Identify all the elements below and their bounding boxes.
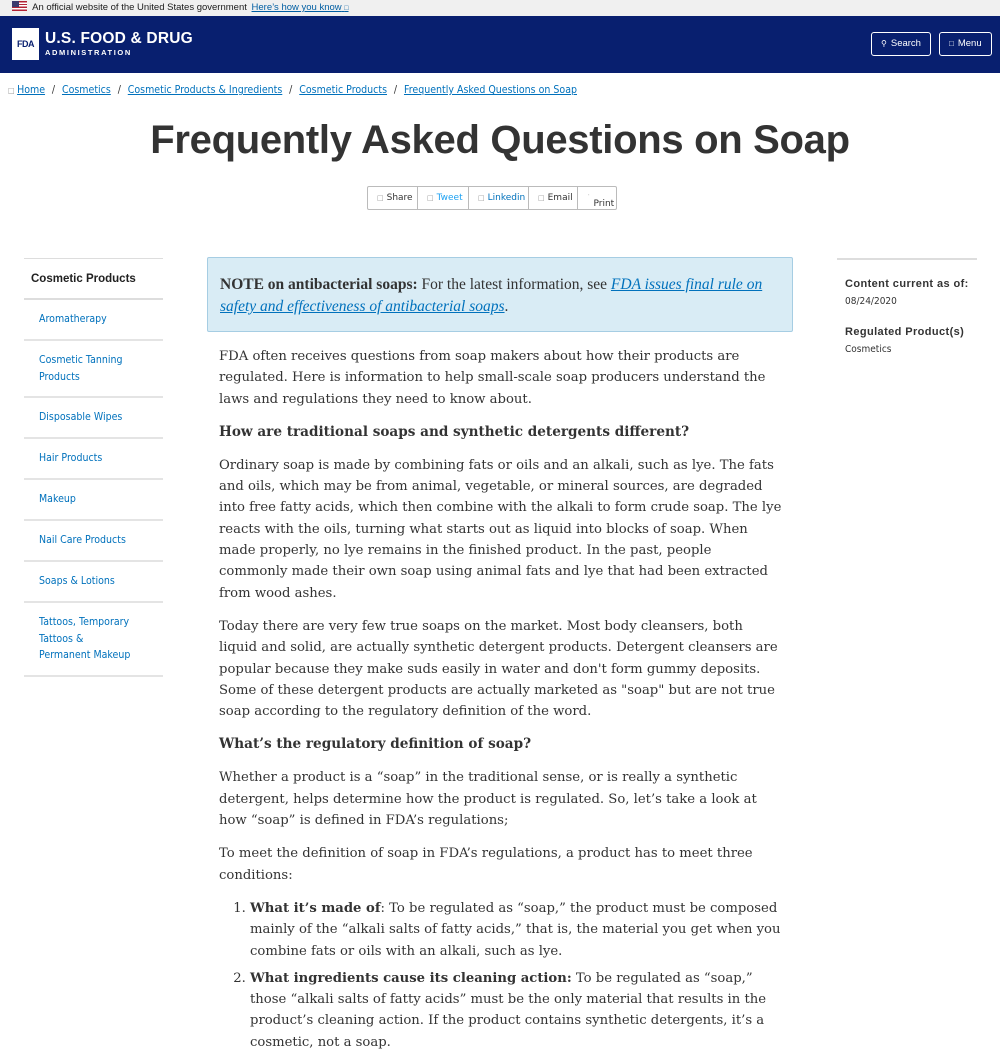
print-icon: ˙ [587,194,591,202]
content-current-label: Content current as of: [845,278,969,290]
email-button[interactable]: □ Email [529,187,578,209]
sidebar-heading[interactable]: Cosmetic Products [24,258,163,300]
regulated-products-value: Cosmetics [845,344,892,355]
intro-paragraph: FDA often receives questions from soap makers about how their products are regulated. Here is information to help small-scale soap producers understand the laws and regulations they need to know about. [219,349,766,407]
share-bar [367,186,617,210]
paragraph-ordinary-soap: Ordinary soap is made by combining fats or oils and an alkali, such as lye. The fats and oils, which may be from animal, vegetable, or mineral sources, are degraded into free fatty acids, which then combine with the alkali to form crude soap. The lye reacts with the oils, turning what starts out as liquid into blocks of soap. When made properly, no lye remains in the finished product. In the past, people commonly made their own soap using animal fats and lye that had been extracted from wood ashes. [219,457,782,601]
page-title: Frequently Asked Questions on Soap [150,118,850,162]
heres-how-you-know-link[interactable]: Here’s how you know □ [251,2,349,13]
us-flag-icon [12,1,27,11]
main-content [219,346,783,1059]
paragraph-today: Today there are very few true soaps on the market. Most body cleansers, both liquid and solid, are actually synthetic detergent products. Detergent cleansers are popular because they make suds easily in water and don't form gummy deposits. Some of these detergent products are actually marketed as "soap" but are not true soap according to the regulatory definition of the word. [219,618,778,720]
sidebar-item-makeup[interactable]: Makeup [24,480,163,521]
sidebar-item-aromatherapy[interactable]: Aromatherapy [24,300,163,341]
sidebar-item-soaps-lotions[interactable]: Soaps & Lotions [24,562,163,603]
print-button[interactable]: ˙Print [587,194,615,209]
sidebar-item-hair-products[interactable]: Hair Products [24,439,163,480]
sidebar-nav [24,258,163,677]
share-icon: □ [377,194,384,202]
linkedin-icon: □ [478,194,485,202]
agency-subtitle: ADMINISTRATION [45,48,132,57]
list-item: 2. What ingredients cause its cleaning action: To be regulated as “soap,” those “alkali salts of fatty acids” must be the only material that results in the product’s cleaning action. If the product contains synthetic detergents, it’s a cosmetic, not a soap. [250,968,783,1053]
search-button[interactable]: ⚲ Search [871,32,931,56]
gov-banner-text: An official website of the United States government [32,2,247,13]
breadcrumb-cosmetic-products-ingredients[interactable]: Cosmetic Products & Ingredients [127,83,283,96]
twitter-icon: □ [427,194,434,202]
sidebar-item-cosmetic-tanning-products[interactable]: Cosmetic Tanning Products [24,341,163,398]
regulated-products-label: Regulated Product(s) [845,326,965,338]
chevron-down-icon: □ [344,5,349,12]
email-icon: □ [538,194,545,202]
paragraph-whether: Whether a product is a “soap” in the traditional sense, or is really a synthetic detergent, helps determine how the product is regulated. So, let’s take a look at how “soap” is defined in FDA’s regulations; [219,770,757,829]
sidebar-item-disposable-wipes[interactable]: Disposable Wipes [24,398,163,439]
list-item: 1. What it’s made of: To be regulated as “soap,” the product must be composed mainly of the “alkali salts of fatty acids,” that is, the material you get when you combine fats or oils with an alkali, such as lye. [250,898,783,962]
sidebar-item-tattoos[interactable]: Tattoos, Temporary Tattoos & Permanent Makeup [24,603,163,677]
breadcrumb-cosmetics[interactable]: Cosmetics [61,83,111,96]
note-text: For the latest information, see [417,276,611,293]
share-button[interactable]: □ Share [368,187,418,209]
conditions-list [250,898,783,1053]
menu-icon: □ [949,39,954,48]
menu-button[interactable]: □ Menu [939,32,992,56]
linkedin-button[interactable]: □ Linkedin [469,187,529,209]
home-icon: □ [8,86,15,95]
sidebar-item-nail-care-products[interactable]: Nail Care Products [24,521,163,562]
paragraph-conditions: To meet the definition of soap in FDA’s regulations, a product has to meet three conditions: [219,846,753,883]
section-heading-definition: What’s the regulatory definition of soap? [219,736,532,753]
content-info-rail [837,258,977,355]
fda-logo[interactable]: FDA [12,28,39,60]
breadcrumb: □ Home / Cosmetics / Cosmetic Products & Ingredients / Cosmetic Products / Frequently Asked Questions on Soap [8,83,577,96]
search-icon: ⚲ [881,39,887,48]
breadcrumb-home[interactable]: Home [17,83,46,96]
agency-name[interactable]: U.S. FOOD & DRUG [45,30,193,47]
section-heading-differences: How are traditional soaps and synthetic detergents different? [219,423,690,440]
gov-banner [0,0,1000,16]
breadcrumb-cosmetic-products[interactable]: Cosmetic Products [299,83,388,96]
breadcrumb-current[interactable]: Frequently Asked Questions on Soap [403,83,577,96]
note-heading: NOTE on antibacterial soaps: [220,276,418,293]
content-current-date: 08/24/2020 [845,296,897,307]
tweet-button[interactable]: □ Tweet [418,187,469,209]
antibacterial-note: NOTE on antibacterial soaps: For the latest information, see FDA issues final rule on safety and effectiveness of antibacterial soaps. [207,257,793,332]
final-rule-link[interactable]: FDA issues final rule on safety and effectiveness of antibacterial soaps [220,276,763,315]
site-header [0,16,1000,73]
